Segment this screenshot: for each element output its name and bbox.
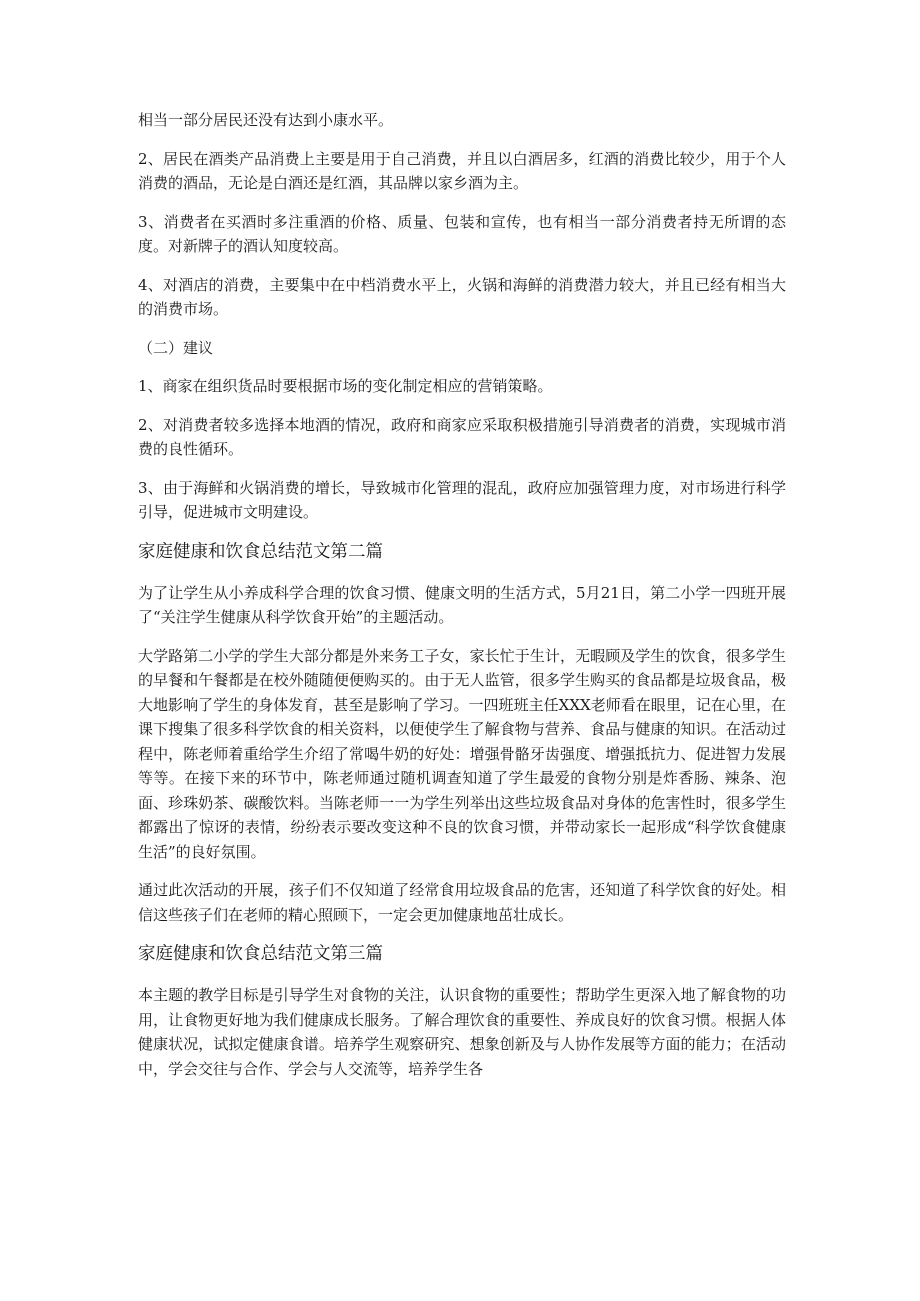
section-heading: 家庭健康和饮食总结范文第三篇 (138, 944, 383, 964)
paragraph: 为了让学生从小养成科学合理的饮食习惯、健康文明的生活方式，5月21日，第二小学一四班开展了“关注学生健康从科学饮食开始”的主题活动。 (138, 583, 786, 626)
paragraph: 大学路第二小学的学生大部分都是外来务工子女，家长忙于生计，无暇顾及学生的饮食，很多学生的早餐和午餐都是在校外随随便便购买的。由于无人监管，很多学生购买的食品都是垃圾食品，极大地影响了学生的身体发育，甚至是影响了学习。一四班班主任XXX老师看在眼里，记在心里，在课下搜集了很多科学饮食的相关资料，以便使学生了解食物与营养、食品与健康的知识。在活动过程中，陈老师着重给学生介绍了常喝牛奶的好处：增强骨骼牙齿强度、增强抵抗力、促进智力发展等等。在接下来的环节中，陈老师通过随机调查知道了学生最爱的食物分别是炸香肠、辣条、泡面、珍珠奶茶、碳酸饮料。当陈老师一一为学生列举出这些垃圾食品对身体的危害性时，很多学生都露出了惊讶的表情，纷纷表示要改变这种不良的饮食习惯，并带动家长一起形成“科学饮食健康生活”的良好氛围。 (138, 646, 786, 861)
paragraph: 2、居民在酒类产品消费上主要是用于自己消费，并且以白酒居多，红酒的消费比较少，用于个人消费的酒品，无论是白酒还是红酒，其品牌以家乡酒为主。 (138, 149, 786, 192)
document-page (138, 108, 786, 1095)
paragraph: 4、对酒店的消费，主要集中在中档消费水平上，火锅和海鲜的消费潜力较大，并且已经有相当大的消费市场。 (138, 275, 786, 318)
paragraph: 相当一部分居民还没有达到小康水平。 (138, 111, 394, 129)
paragraph: 本主题的教学目标是引导学生对食物的关注，认识食物的重要性；帮助学生更深入地了解食物的功用，让食物更好地为我们健康成长服务。了解合理饮食的重要性、养成良好的饮食习惯。根据人体健康状况，试拟定健康食谱。培养学生观察研究、想象创新及与人协作发展等方面的能力；在活动中，学会交往与合作、学会与人交流等，培养学生各 (138, 986, 786, 1078)
paragraph: 3、消费者在买酒时多注重酒的价格、质量、包装和宣传，也有相当一部分消费者持无所谓的态度。对新牌子的酒认知度较高。 (138, 212, 786, 255)
paragraph: 2、对消费者较多选择本地酒的情况，政府和商家应采取积极措施引导消费者的消费，实现城市消费的良性循环。 (138, 415, 786, 458)
paragraph: 1、商家在组织货品时要根据市场的变化制定相应的营销策略。 (138, 377, 553, 395)
section-subtitle: （二）建议 (138, 338, 214, 357)
section-heading: 家庭健康和饮食总结范文第二篇 (138, 541, 383, 562)
paragraph: 通过此次活动的开展，孩子们不仅知道了经常食用垃圾食品的危害，还知道了科学饮食的好处。相信这些孩子们在老师的精心照顾下，一定会更加健康地茁壮成长。 (138, 881, 786, 924)
paragraph: 3、由于海鲜和火锅消费的增长，导致城市化管理的混乱，政府应加强管理力度，对市场进行科学引导，促进城市文明建设。 (138, 478, 786, 521)
